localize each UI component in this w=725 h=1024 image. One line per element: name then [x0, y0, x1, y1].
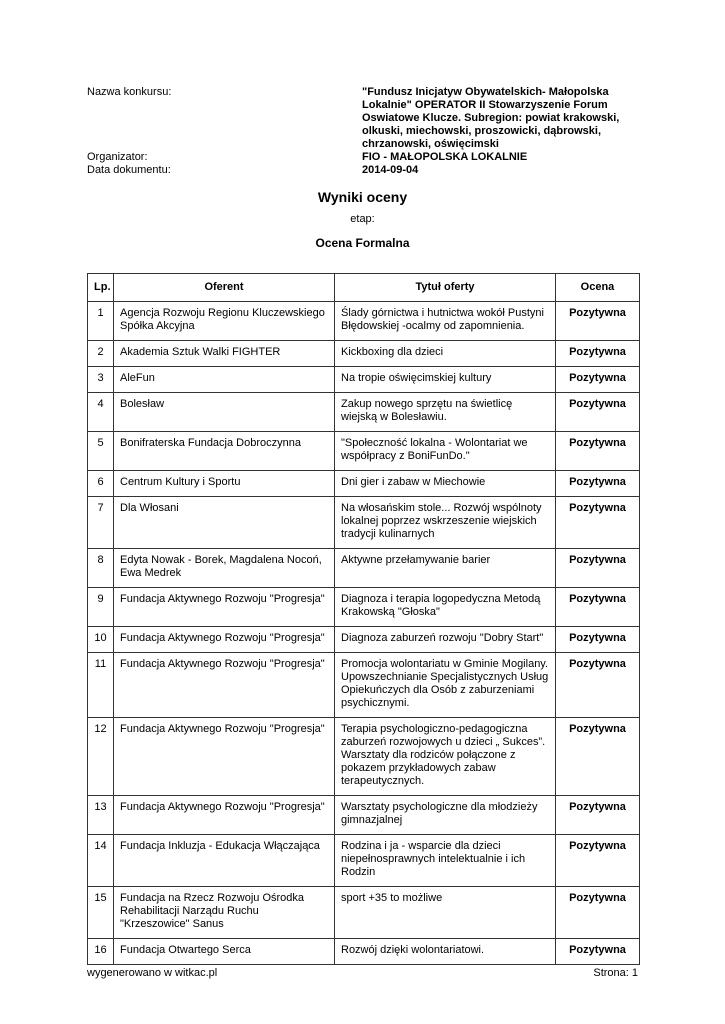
- date-value: 2014-09-04: [362, 164, 419, 176]
- row-oferent: Fundacja Aktywnego Rozwoju "Progresja": [114, 653, 335, 718]
- date-label: Data dokumentu:: [87, 164, 171, 176]
- row-oferent: Centrum Kultury i Sportu: [114, 471, 335, 497]
- row-lp: 14: [88, 835, 114, 887]
- table-row: [88, 341, 640, 367]
- row-tytul: Diagnoza i terapia logopedyczna Metodą Krakowską "Głoska": [335, 588, 556, 627]
- row-oferent: Agencja Rozwoju Regionu Kluczewskiego Spółka Akcyjna: [114, 302, 335, 341]
- meta-organizer-row: [87, 151, 647, 164]
- row-lp: 7: [88, 497, 114, 549]
- row-lp: 4: [88, 393, 114, 432]
- table-row: [88, 588, 640, 627]
- table-row: [88, 718, 640, 796]
- row-oferent: Fundacja Aktywnego Rozwoju "Progresja": [114, 796, 335, 835]
- table-row: [88, 796, 640, 835]
- row-lp: 1: [88, 302, 114, 341]
- organizer-value: FIO - MAŁOPOLSKA LOKALNIE: [362, 151, 528, 163]
- contest-value: "Fundusz Inicjatyw Obywatelskich- Małopolska Lokalnie" OPERATOR II Stowarzyszenie Forum Oswiatowe Klucze. Subregion: powiat krakowski, olkuski, miechowski, proszowicki, dąbrowski, chrzanowski, oświęcimski: [362, 86, 620, 150]
- table-row: [88, 887, 640, 939]
- page-title: Wyniki oceny: [317, 189, 408, 205]
- row-ocena: Pozytywna: [556, 627, 640, 653]
- header-lp: Lp.: [88, 274, 114, 302]
- footer-page-number: Strona: 1: [593, 967, 638, 979]
- row-ocena: Pozytywna: [556, 588, 640, 627]
- row-tytul: Zakup nowego sprzętu na świetlicę wiejską w Bolesławiu.: [335, 393, 556, 432]
- row-tytul: Diagnoza zaburzeń rozwoju "Dobry Start": [335, 627, 556, 653]
- row-oferent: Bolesław: [114, 393, 335, 432]
- row-tytul: sport +35 to możliwe: [335, 887, 556, 939]
- table-row: [88, 432, 640, 471]
- row-oferent: Fundacja Inkluzja - Edukacja Włączająca: [114, 835, 335, 887]
- row-oferent: Akademia Sztuk Walki FIGHTER: [114, 341, 335, 367]
- row-ocena: Pozytywna: [556, 939, 640, 965]
- row-oferent: Dla Włosani: [114, 497, 335, 549]
- row-lp: 6: [88, 471, 114, 497]
- table-row: [88, 302, 640, 341]
- section-subtitle: Ocena Formalna: [315, 236, 410, 250]
- document-meta: [87, 86, 647, 177]
- row-oferent: Bonifraterska Fundacja Dobroczynna: [114, 432, 335, 471]
- row-tytul: Promocja wolontariatu w Gminie Mogilany. Upowszechnianie Specjalistycznych Usług Opiekuńczych dla Osób z zaburzeniami psychicznymi.: [335, 653, 556, 718]
- row-lp: 16: [88, 939, 114, 965]
- row-ocena: Pozytywna: [556, 393, 640, 432]
- organizer-label: Organizator:: [87, 151, 148, 163]
- footer-generated: wygenerowano w witkac.pl: [87, 967, 218, 979]
- table-header-row: [88, 274, 640, 302]
- meta-contest-row: [87, 86, 647, 151]
- row-ocena: Pozytywna: [556, 497, 640, 549]
- row-ocena: Pozytywna: [556, 302, 640, 341]
- row-ocena: Pozytywna: [556, 887, 640, 939]
- row-lp: 5: [88, 432, 114, 471]
- table-row: [88, 497, 640, 549]
- row-lp: 2: [88, 341, 114, 367]
- row-ocena: Pozytywna: [556, 718, 640, 796]
- contest-label: Nazwa konkursu:: [87, 86, 172, 98]
- row-lp: 11: [88, 653, 114, 718]
- row-tytul: Rozwój dzięki wolontariatowi.: [335, 939, 556, 965]
- stage-label: etap:: [350, 213, 375, 225]
- row-oferent: AleFun: [114, 367, 335, 393]
- row-oferent: Fundacja Aktywnego Rozwoju "Progresja": [114, 718, 335, 796]
- row-oferent: Fundacja Aktywnego Rozwoju "Progresja": [114, 588, 335, 627]
- row-ocena: Pozytywna: [556, 796, 640, 835]
- row-lp: 3: [88, 367, 114, 393]
- row-oferent: Edyta Nowak - Borek, Magdalena Nocoń, Ewa Medrek: [114, 549, 335, 588]
- row-ocena: Pozytywna: [556, 432, 640, 471]
- row-ocena: Pozytywna: [556, 367, 640, 393]
- row-lp: 13: [88, 796, 114, 835]
- table-row: [88, 835, 640, 887]
- row-tytul: Na włosańskim stole... Rozwój wspólnoty lokalnej poprzez wskrzeszenie wiejskich tradycji kulinarnych: [335, 497, 556, 549]
- row-lp: 9: [88, 588, 114, 627]
- row-oferent: Fundacja na Rzecz Rozwoju Ośrodka Rehabilitacji Narządu Ruchu "Krzeszowice" Sanus: [114, 887, 335, 939]
- table-row: [88, 939, 640, 965]
- header-ocena: Ocena: [556, 274, 640, 302]
- row-tytul: Kickboxing dla dzieci: [335, 341, 556, 367]
- row-ocena: Pozytywna: [556, 341, 640, 367]
- table-row: [88, 393, 640, 432]
- row-oferent: Fundacja Otwartego Serca: [114, 939, 335, 965]
- row-lp: 10: [88, 627, 114, 653]
- row-tytul: Terapia psychologiczno-pedagogiczna zaburzeń rozwojowych u dzieci „ Sukces”. Warsztaty dla rodziców połączone z pokazem przykładowych zabaw terapeutycznych.: [335, 718, 556, 796]
- row-tytul: Ślady górnictwa i hutnictwa wokół Pustyni Błędowskiej -ocalmy od zapomnienia.: [335, 302, 556, 341]
- row-tytul: Dni gier i zabaw w Miechowie: [335, 471, 556, 497]
- row-tytul: Na tropie oświęcimskiej kultury: [335, 367, 556, 393]
- row-lp: 8: [88, 549, 114, 588]
- header-oferent: Oferent: [114, 274, 335, 302]
- meta-date-row: [87, 164, 647, 177]
- row-tytul: Aktywne przełamywanie barier: [335, 549, 556, 588]
- row-oferent: Fundacja Aktywnego Rozwoju "Progresja": [114, 627, 335, 653]
- row-ocena: Pozytywna: [556, 653, 640, 718]
- table-row: [88, 367, 640, 393]
- row-tytul: Rodzina i ja - wsparcie dla dzieci niepełnosprawnych intelektualnie i ich Rodzin: [335, 835, 556, 887]
- row-ocena: Pozytywna: [556, 549, 640, 588]
- row-tytul: "Społeczność lokalna - Wolontariat we współpracy z BoniFunDo.": [335, 432, 556, 471]
- row-ocena: Pozytywna: [556, 471, 640, 497]
- table-row: [88, 549, 640, 588]
- row-lp: 12: [88, 718, 114, 796]
- row-lp: 15: [88, 887, 114, 939]
- table-row: [88, 653, 640, 718]
- row-tytul: Warsztaty psychologiczne dla młodzieży gimnazjalnej: [335, 796, 556, 835]
- table-row: [88, 471, 640, 497]
- table-row: [88, 627, 640, 653]
- row-ocena: Pozytywna: [556, 835, 640, 887]
- header-tytul: Tytuł oferty: [335, 274, 556, 302]
- results-table: [87, 273, 640, 965]
